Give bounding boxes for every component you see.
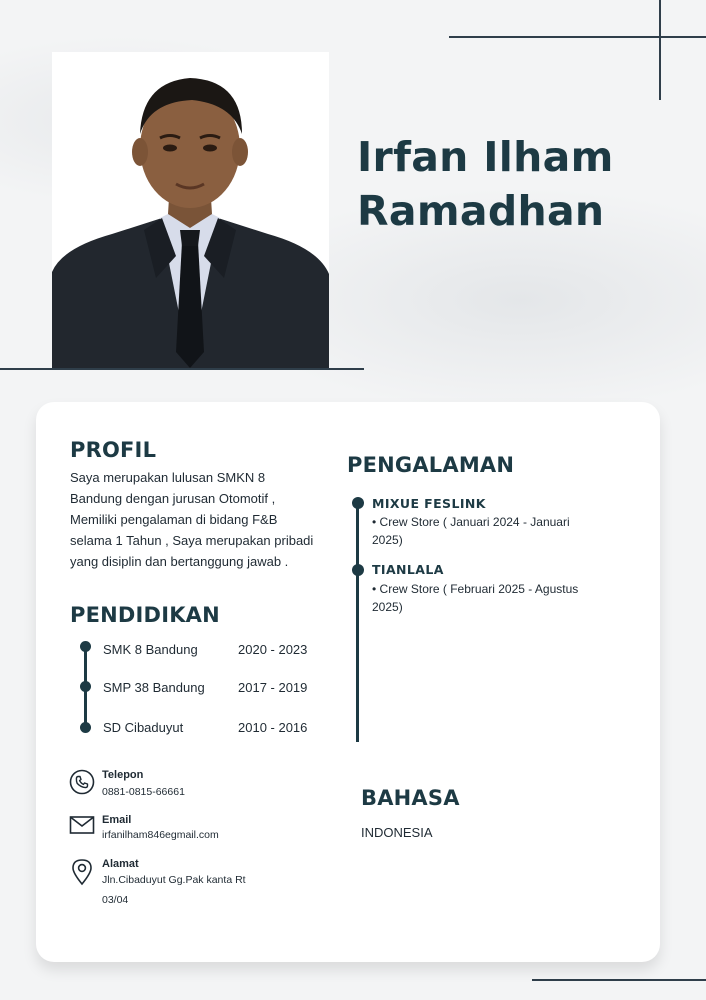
experience-description: • Crew Store ( Januari 2024 - Januari 2025) (372, 515, 570, 547)
name-line-2: Ramadhan (357, 187, 605, 235)
language-item: INDONESIA (361, 825, 433, 840)
education-school: SD Cibaduyut (103, 720, 184, 735)
pengalaman-heading: PENGALAMAN (347, 453, 515, 477)
mail-icon (69, 814, 95, 836)
profile-photo (52, 52, 329, 368)
experience-timeline-dot (352, 564, 364, 576)
alamat-label: Alamat (102, 858, 139, 870)
alamat-value: Jln.Cibaduyut Gg.Pak kanta Rt 03/04 (102, 874, 246, 906)
education-years: 2017 - 2019 (238, 680, 308, 695)
education-timeline-dot (80, 722, 91, 733)
education-school: SMP 38 Bandung (103, 680, 205, 695)
phone-icon (69, 769, 95, 795)
education-school: SMK 8 Bandung (103, 642, 198, 657)
telepon-value: 0881-0815-66661 (102, 786, 185, 798)
experience-timeline-line (356, 500, 359, 742)
education-timeline-dot (80, 641, 91, 652)
profil-heading: PROFIL (70, 438, 157, 462)
deco-line-top-vertical (659, 0, 661, 100)
education-timeline-dot (80, 681, 91, 692)
deco-line-top-horizontal (449, 36, 706, 38)
education-years: 2020 - 2023 (238, 642, 308, 657)
education-years: 2010 - 2016 (238, 720, 308, 735)
experience-title: TIANLALA (372, 562, 444, 577)
email-label: Email (102, 814, 132, 826)
bahasa-heading: BAHASA (361, 786, 460, 810)
experience-description: • Crew Store ( Februari 2025 - Agustus 2025) (372, 582, 579, 614)
pendidikan-heading: PENDIDIKAN (70, 603, 220, 627)
profil-text: Saya merupakan lulusan SMKN 8 Bandung dengan jurusan Otomotif , Memiliki pengalaman di bidang F&B selama 1 Tahun , Saya merupakan pribadi yang disiplin dan bertanggung jawab . (70, 470, 314, 569)
full-name (357, 130, 687, 238)
experience-title: MIXUE FESLINK (372, 496, 486, 511)
name-line-1: Irfan Ilham (357, 133, 614, 181)
telepon-label: Telepon (102, 769, 144, 781)
experience-timeline-dot (352, 497, 364, 509)
deco-line-bottom-horizontal (532, 979, 706, 981)
location-pin-icon (70, 858, 94, 886)
email-value: irfanilham846egmail.com (102, 829, 219, 841)
deco-line-photo-underline (0, 368, 364, 370)
